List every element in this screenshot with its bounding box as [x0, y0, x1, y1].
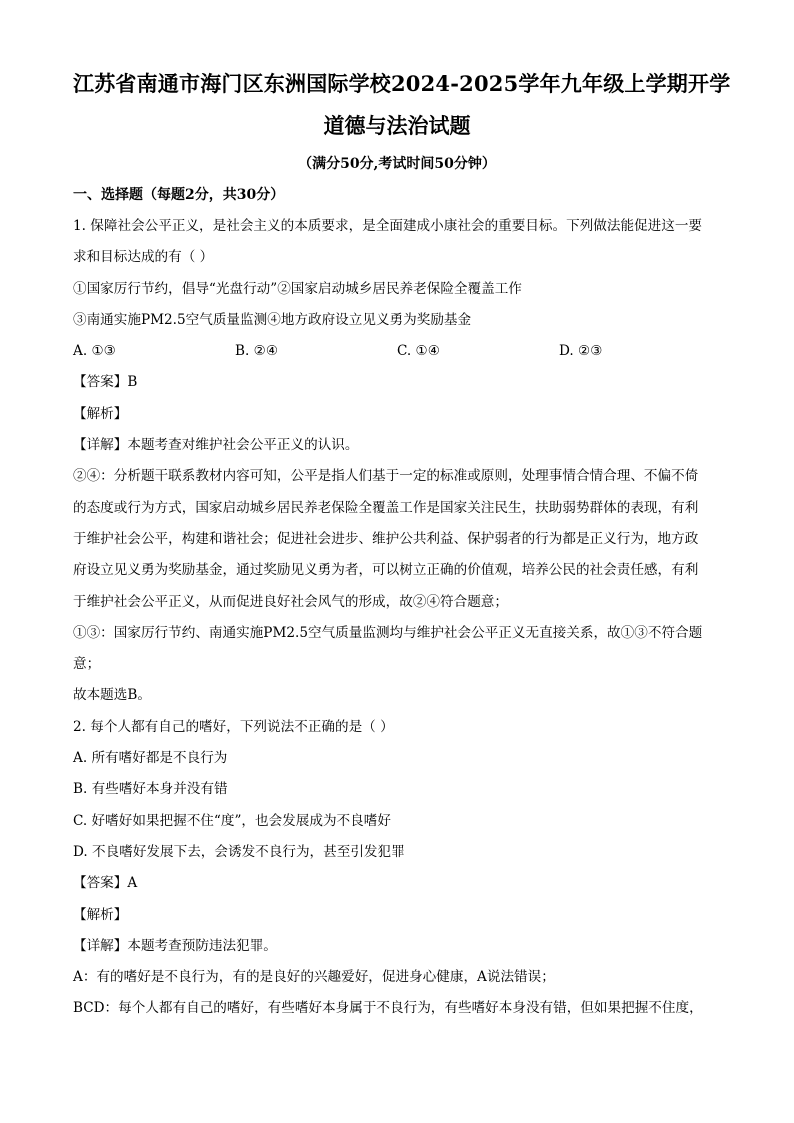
document-title-line1: 江苏省南通市海门区东洲国际学校2024-2025学年九年级上学期开学	[73, 71, 731, 96]
q1-explain-line: 于维护社会公平正义，从而促进良好社会风气的形成，故②④符合题意；	[73, 593, 508, 610]
document-subtitle: （满分50分,考试时间50分钟）	[298, 156, 496, 172]
q1-explain-line: 故本题选B。	[73, 687, 151, 704]
q2-stem: 2. 每个人都有自己的嗜好，下列说法不正确的是（ ）	[73, 718, 394, 735]
q1-stem-line2: 求和目标达成的有（ ）	[73, 249, 214, 266]
q1-option-c: C. ①④	[397, 343, 440, 360]
question-1	[73, 211, 721, 712]
q1-analysis-label: 【解析】	[73, 405, 128, 422]
q1-options	[73, 336, 721, 367]
document-title-line2: 道德与法治试题	[323, 113, 471, 138]
q2-explain-line: BCD：每个人都有自己的嗜好，有些嗜好本身属于不良行为，有些嗜好本身没有错，但如果把握不住度，	[73, 1000, 703, 1017]
q1-explain-line: ①③：国家厉行节约、南通实施PM2.5空气质量监测均与维护社会公平正义无直接关系，故①③不符合题	[73, 624, 703, 641]
document-page	[73, 62, 731, 1025]
q2-detail: 【详解】本题考查预防违法犯罪。	[73, 937, 277, 954]
q1-explain-line: 府设立见义勇为奖励基金，通过奖励见义勇为者，可以树立正确的价值观，培养公民的社会责任感，有利	[73, 562, 699, 579]
q2-answer: 【答案】A	[73, 875, 138, 892]
q2-option-a: A. 所有嗜好都是不良行为	[73, 750, 228, 767]
q1-explain-line: ②④：分析题干联系教材内容可知，公平是指人们基于一定的标准或原则，处理事情合情合理、不偏不倚	[73, 468, 699, 485]
q1-statement-line2: ③南通实施PM2.5空气质量监测④地方政府设立见义勇为奖励基金	[73, 311, 472, 328]
q1-option-b: B. ②④	[235, 343, 279, 360]
q1-option-a: A. ①③	[73, 343, 116, 360]
q1-answer: 【答案】B	[73, 374, 138, 391]
q1-explain-line: 的态度或行为方式，国家启动城乡居民养老保险全覆盖工作是国家关注民生，扶助弱势群体的表现，有利	[73, 499, 699, 516]
q1-stem-line1: 1. 保障社会公平正义，是社会主义的本质要求，是全面建成小康社会的重要目标。下列做法能促进这一要	[73, 218, 703, 234]
q2-explain-line: A：有的嗜好是不良行为，有的是良好的兴趣爱好，促进身心健康，A说法错误；	[73, 969, 555, 986]
q1-option-d: D. ②③	[559, 343, 603, 360]
q2-option-d: D. 不良嗜好发展下去，会诱发不良行为，甚至引发犯罪	[73, 843, 405, 860]
question-2	[73, 712, 721, 1025]
q1-detail: 【详解】本题考查对维护社会公平正义的认识。	[73, 437, 359, 454]
q1-explain-line: 于维护社会公平，构建和谐社会；促进社会进步、维护公共利益、保护弱者的行为都是正义行为，地方政	[73, 530, 699, 547]
q2-option-c: C. 好嗜好如果把握不住“度”，也会发展成为不良嗜好	[73, 812, 391, 829]
section-heading-choice: 一、选择题（每题2分，共30分）	[73, 187, 285, 203]
q2-option-b: B. 有些嗜好本身并没有错	[73, 781, 228, 798]
q1-statement-line1: ①国家厉行节约，倡导“光盘行动”②国家启动城乡居民养老保险全覆盖工作	[73, 280, 522, 297]
q1-explain-line: 意；	[73, 656, 101, 673]
q2-analysis-label: 【解析】	[73, 906, 128, 923]
